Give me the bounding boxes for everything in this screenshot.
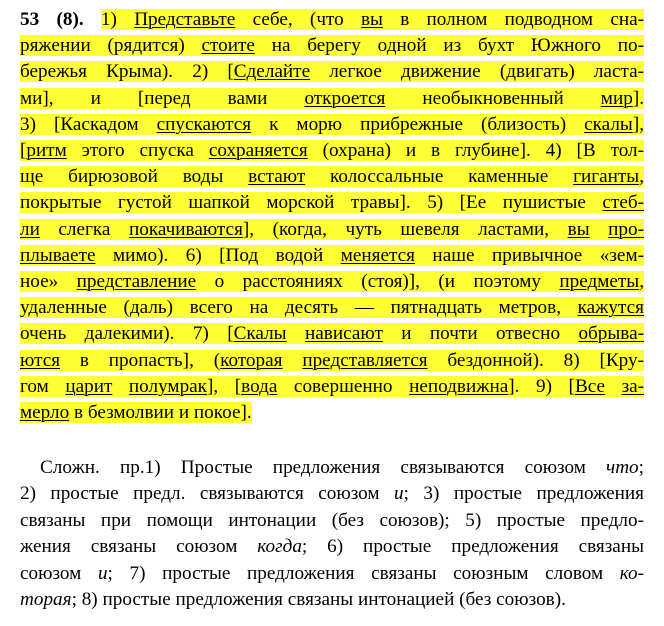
highlighted-span bbox=[20, 166, 644, 187]
note-line bbox=[20, 587, 644, 613]
note-line bbox=[20, 508, 644, 534]
text-fragment: о расстояниях (стоя)], (и поэтому bbox=[196, 271, 560, 292]
text-fragment: ], [ bbox=[207, 375, 242, 397]
text-fragment: 3) [Каскадом bbox=[20, 113, 157, 135]
text-fragment: Сложн. пр.1) Простые предложения связываются союзом bbox=[40, 457, 607, 478]
underlined-word: нависают bbox=[304, 323, 383, 345]
underlined-word: гиганты bbox=[573, 166, 640, 188]
text-fragment: бездонной). 8) [Кру- bbox=[427, 349, 645, 371]
text-fragment: ряжении (рядится) bbox=[20, 35, 202, 57]
text-fragment: очень далекими). 7) [ bbox=[20, 323, 234, 345]
note-line bbox=[40, 455, 644, 481]
highlighted-span bbox=[20, 219, 644, 240]
text-fragment: ], bbox=[632, 113, 644, 135]
underlined-word: про- bbox=[608, 218, 644, 240]
underlined-word: царит bbox=[65, 375, 113, 397]
text-line bbox=[20, 295, 644, 321]
underlined-word: представляется bbox=[302, 349, 428, 371]
text-fragment: ]. 9) [ bbox=[508, 375, 575, 397]
highlighted-span bbox=[20, 192, 644, 213]
text-fragment: себе, (что bbox=[235, 9, 361, 30]
highlighted-span bbox=[101, 9, 644, 30]
text-fragment bbox=[605, 376, 622, 397]
text-fragment bbox=[112, 376, 129, 397]
underlined-word: сохраняется bbox=[208, 140, 308, 161]
text-line bbox=[20, 112, 644, 138]
underlined-word: Сделайте bbox=[233, 61, 311, 83]
text-fragment: 2) простые предл. связываются союзом bbox=[20, 483, 395, 505]
text-fragment: ное» bbox=[20, 271, 77, 292]
text-line bbox=[20, 86, 644, 112]
text-line bbox=[20, 243, 644, 269]
italic-word: и bbox=[394, 483, 404, 505]
text-fragment: мимо). 6) [Под водой bbox=[95, 244, 341, 266]
underlined-word: покачиваются bbox=[128, 218, 243, 240]
underlined-word: стеб- bbox=[602, 192, 644, 214]
underlined-word: которая bbox=[220, 349, 283, 371]
text-fragment: наше привычное «зем- bbox=[414, 244, 644, 266]
text-fragment: ]. bbox=[632, 87, 644, 109]
text-line bbox=[20, 33, 644, 59]
highlighted-span bbox=[20, 88, 644, 109]
underlined-word: предметы bbox=[559, 271, 640, 292]
underlined-word: Скалы bbox=[233, 323, 287, 345]
underlined-word: скалы bbox=[584, 113, 633, 135]
text-fragment: , bbox=[639, 271, 644, 292]
underlined-word: ли bbox=[20, 218, 40, 240]
underlined-word: спускаются bbox=[156, 113, 252, 135]
highlighted-span bbox=[20, 114, 644, 135]
underlined-word: мир bbox=[600, 87, 633, 109]
underlined-word: встают bbox=[248, 166, 306, 188]
underlined-word: вы bbox=[567, 218, 590, 240]
text-fragment: совершенно bbox=[277, 375, 410, 397]
highlighted-span bbox=[20, 61, 644, 82]
text-fragment: этого спуска bbox=[66, 140, 209, 161]
underlined-word: представление bbox=[76, 271, 197, 292]
text-fragment: ], (когда, чуть шевеля ластами, bbox=[242, 218, 568, 240]
italic-word: ко- bbox=[619, 562, 644, 584]
highlighted-span bbox=[20, 350, 644, 371]
text-fragment: ми], и [перед вами bbox=[20, 87, 305, 109]
highlighted-span bbox=[20, 245, 644, 266]
highlighted-span bbox=[20, 35, 644, 56]
note-line bbox=[20, 481, 644, 507]
underlined-word: ритм bbox=[26, 140, 67, 161]
text-line bbox=[20, 269, 644, 295]
underlined-word: стоите bbox=[201, 35, 255, 57]
italic-word: что bbox=[606, 457, 639, 478]
note-line bbox=[20, 534, 644, 560]
note-line bbox=[20, 561, 644, 587]
text-fragment: слегка bbox=[39, 218, 129, 240]
text-fragment: гом bbox=[20, 375, 66, 397]
text-fragment: жения связаны союзом bbox=[20, 536, 258, 558]
italic-word: и bbox=[97, 562, 108, 584]
text-fragment: ; 3) простые предложения bbox=[403, 483, 644, 505]
text-line bbox=[20, 190, 644, 216]
text-fragment bbox=[282, 350, 302, 371]
text-line bbox=[20, 138, 644, 164]
highlighted-span bbox=[20, 297, 644, 318]
text-fragment: легкое движение (двигать) ласта- bbox=[310, 61, 644, 83]
text-line bbox=[20, 321, 644, 347]
text-fragment: колоссальные каменные bbox=[305, 166, 574, 188]
text-fragment: ; 7) простые предложения связаны союзным словом bbox=[107, 562, 620, 584]
text-fragment: необыкновенный bbox=[385, 87, 601, 109]
text-line bbox=[20, 400, 644, 426]
underlined-word: откроется bbox=[304, 87, 386, 109]
text-fragment: (охрана) и в глубине]. 4) [В тол- bbox=[307, 140, 645, 161]
text-fragment: и почти отвесно bbox=[382, 323, 579, 345]
text-fragment bbox=[287, 323, 305, 344]
underlined-word: мерло bbox=[20, 402, 70, 423]
text-fragment: на берегу одной из бухт Южного по- bbox=[254, 35, 644, 57]
text-fragment bbox=[590, 219, 609, 240]
underlined-word: полумрак bbox=[128, 375, 208, 397]
italic-word: торая bbox=[20, 589, 72, 610]
text-line bbox=[20, 374, 644, 400]
highlighted-span bbox=[20, 376, 644, 397]
text-line bbox=[20, 7, 644, 33]
text-fragment: ; bbox=[638, 457, 644, 478]
text-fragment: ; 6) простые предложения связаны bbox=[301, 536, 644, 558]
text-fragment: в пропасть], ( bbox=[60, 349, 221, 371]
underlined-word: Представьте bbox=[134, 9, 236, 30]
text-fragment: к морю прибрежные (близость) bbox=[251, 113, 585, 135]
italic-word: когда bbox=[257, 536, 302, 558]
text-fragment: покрытые густой шапкой морской травы]. 5) [Ее пушистые bbox=[20, 192, 603, 214]
text-fragment: в полном подводном сна- bbox=[382, 9, 645, 30]
text-fragment: союзом bbox=[20, 562, 98, 584]
underlined-word: вода bbox=[241, 375, 278, 397]
text-line bbox=[20, 59, 644, 85]
underlined-word: неподвижна bbox=[409, 375, 509, 397]
underlined-word: кажутся bbox=[577, 297, 644, 319]
text-fragment: удаленные (даль) всего на десять — пятнадцать метров, bbox=[20, 297, 578, 319]
text-fragment: [ bbox=[20, 140, 27, 161]
exercise-number: 53 (8). bbox=[20, 9, 84, 30]
underlined-word: обрыва- bbox=[578, 323, 644, 345]
text-fragment: 1) bbox=[100, 9, 135, 30]
underlined-word: Все bbox=[574, 375, 606, 397]
text-line bbox=[20, 348, 644, 374]
text-fragment: в безмолвии и покое]. bbox=[69, 402, 252, 423]
underlined-word: меняется bbox=[340, 244, 415, 266]
text-line bbox=[20, 217, 644, 243]
text-fragment: ; 8) простые предложения связаны интонацией (без союзов). bbox=[71, 589, 566, 610]
underlined-word: за- bbox=[621, 375, 645, 397]
text-fragment: связаны при помощи интонации (без союзов); 5) простые предло- bbox=[20, 509, 644, 531]
underlined-word: ются bbox=[20, 349, 61, 371]
underlined-word: вы bbox=[360, 9, 383, 30]
highlighted-span bbox=[20, 402, 252, 423]
text-fragment: бережья Крыма). 2) [ bbox=[20, 61, 234, 83]
text-fragment: ще бирюзовой воды bbox=[20, 166, 249, 188]
text-fragment: , bbox=[639, 166, 644, 188]
highlighted-span bbox=[20, 271, 644, 292]
text-line bbox=[20, 164, 644, 190]
highlighted-span bbox=[20, 140, 644, 161]
underlined-word: плываете bbox=[20, 244, 96, 266]
highlighted-span bbox=[20, 323, 644, 344]
